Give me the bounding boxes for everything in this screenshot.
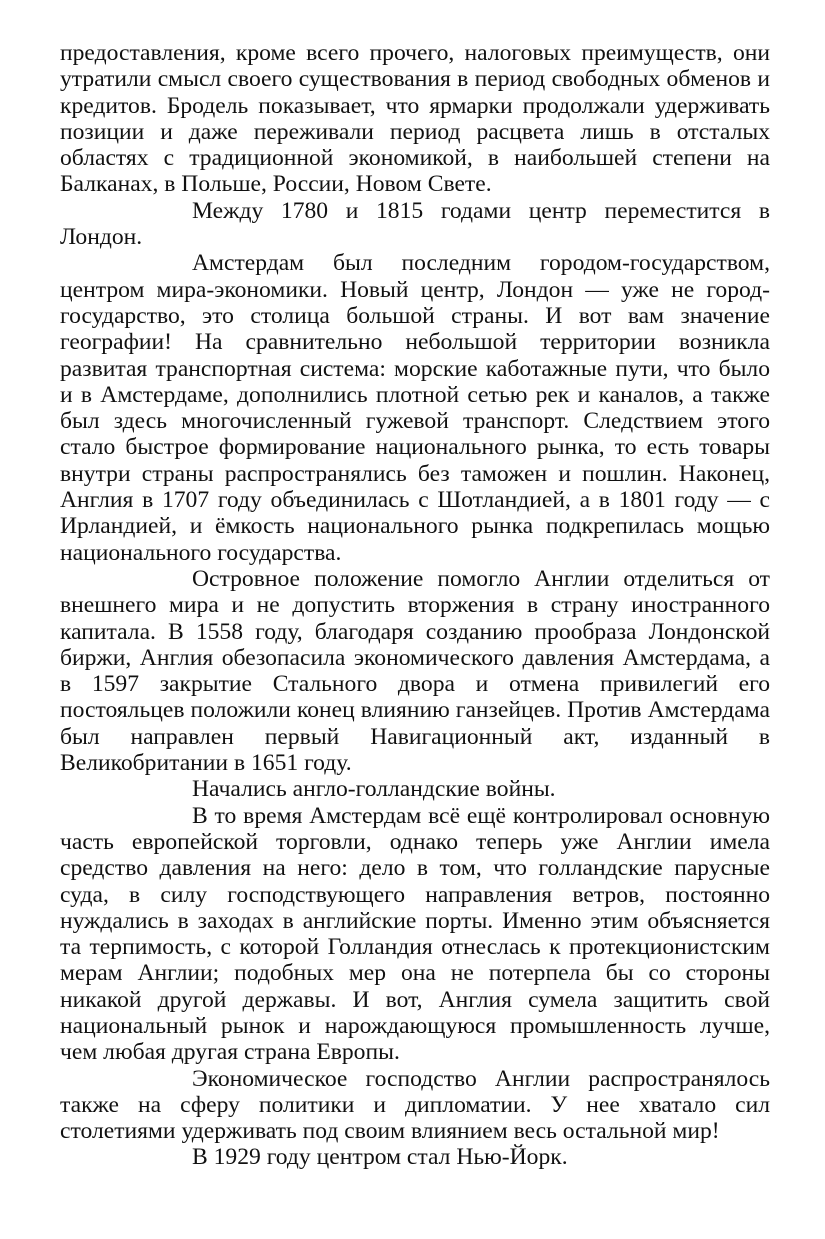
paragraph-fairs: предоставления, кроме всего прочего, налоговых преимуществ, они утратили смысл своего существования в период свободных обменов и кредитов. Бродель показывает, что ярмарки продолжали удерживать позиции и даже переживали период расцвета лишь в отсталых областях с традиционной экономикой, в наибольшей степени на Балканах, в Польше, России, Новом Свете. bbox=[60, 40, 770, 198]
paragraph-england-dominance: Экономическое господство Англии распространялось также на сферу политики и дипломатии. У нее хватало сил столетиями удерживать под своим влиянием весь остальной мир! bbox=[60, 1065, 770, 1145]
paragraph-island-position: Островное положение помогло Англии отделиться от внешнего мира и не допустить вторжения в страну иностранного капитала. В 1558 году, благодаря созданию прообраза Лондонской биржи, Англия обезопасила экономического давления Амстердама, а в 1597 закрытие Стального двора и отмена привилегий его постояльцев положили конец влиянию ганзейцев. Против Амстердама был направлен первый Навигационный акт, изданный в Великобритании в 1651 году. bbox=[60, 565, 770, 777]
paragraph-amsterdam-trade: В то время Амстердам всё ещё контролировал основную часть европейской торговли, однако теперь уже Англии имела средство давления на него: дело в том, что голландские парусные суда, в силу господствующего направления ветров, постоянно нуждались в заходах в английские порты. Именно этим объясняется та терпимость, с которой Голландия отнеслась к протекционистским мерам Англии; подобных мер она не потерпела бы со стороны никакой другой державы. И вот, Англия сумела защитить свой национальный рынок и нарождающуюся промышленность лучше, чем любая другая страна Европы. bbox=[60, 802, 770, 1066]
document-page bbox=[60, 40, 770, 1171]
paragraph-anglo-dutch-wars: Начались англо-голландские войны. bbox=[192, 776, 556, 803]
paragraph-new-york: В 1929 году центром стал Нью-Йорк. bbox=[192, 1144, 568, 1171]
paragraph-london-shift: Между 1780 и 1815 годами центр переместится в Лондон. bbox=[60, 197, 770, 251]
paragraph-amsterdam-city-state: Амстердам был последним городом-государством, центром мира-экономики. Новый центр, Лондон — уже не город-государство, это столица большой страны. И вот вам значение географии! На сравнительно небольшой территории возникла развитая транспортная система: морские каботажные пути, что было и в Амстердаме, дополнились плотной сетью рек и каналов, а также был здесь многочисленный гужевой транспорт. Следствием этого стало быстрое формирование национального рынка, то есть товары внутри страны распространялись без таможен и пошлин. Наконец, Англия в 1707 году объединилась с Шотландией, а в 1801 году — с Ирландией, и ёмкость национального рынка подкрепилась мощью национального государства. bbox=[60, 250, 770, 566]
